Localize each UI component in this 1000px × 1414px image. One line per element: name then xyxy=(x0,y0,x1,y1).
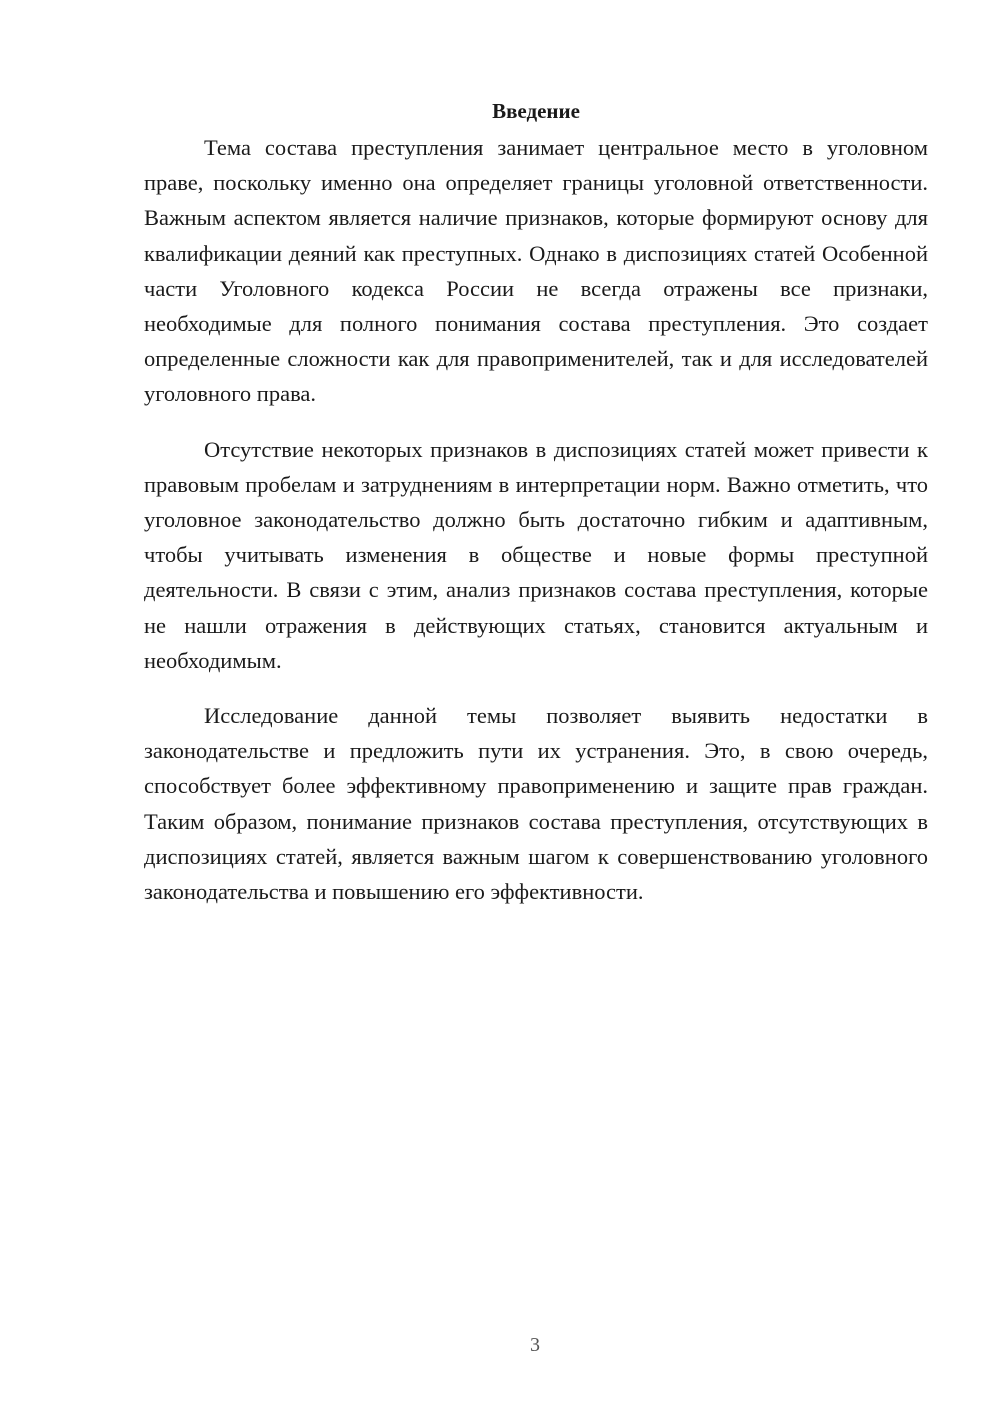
page-number: 3 xyxy=(530,1334,540,1356)
paragraph-3: Исследование данной темы позволяет выявить недостатки в законодательстве и предложить пути их устранения. Это, в свою очередь, способствует более эффективному правоприменению и защите прав граждан. Таким образом, понимание признаков состава преступления, отсутствующих в диспозициях статей, является важным шагом к совершенствованию уголовного законодательства и повышению его эффективности. xyxy=(144,703,928,905)
document-page xyxy=(144,96,928,929)
section-title: Введение xyxy=(492,99,580,123)
paragraph-1: Тема состава преступления занимает центральное место в уголовном праве, поскольку именно она определяет границы уголовной ответственности. Важным аспектом является наличие признаков, которые формируют основу для квалификации деяний как преступных. Однако в диспозициях статей Особенной части Уголовного кодекса России не всегда отражены все признаки, необходимые для полного понимания состава преступления. Это создает определенные сложности как для правоприменителей, так и для исследователей уголовного права. xyxy=(144,135,928,407)
paragraph-2: Отсутствие некоторых признаков в диспозициях статей может привести к правовым пробелам и затруднениям в интерпретации норм. Важно отметить, что уголовное законодательство должно быть достаточно гибким и адаптивным, чтобы учитывать изменения в обществе и новые формы преступной деятельности. В связи с этим, анализ признаков состава преступления, которые не нашли отражения в действующих статьях, становится актуальным и необходимым. xyxy=(144,436,928,673)
